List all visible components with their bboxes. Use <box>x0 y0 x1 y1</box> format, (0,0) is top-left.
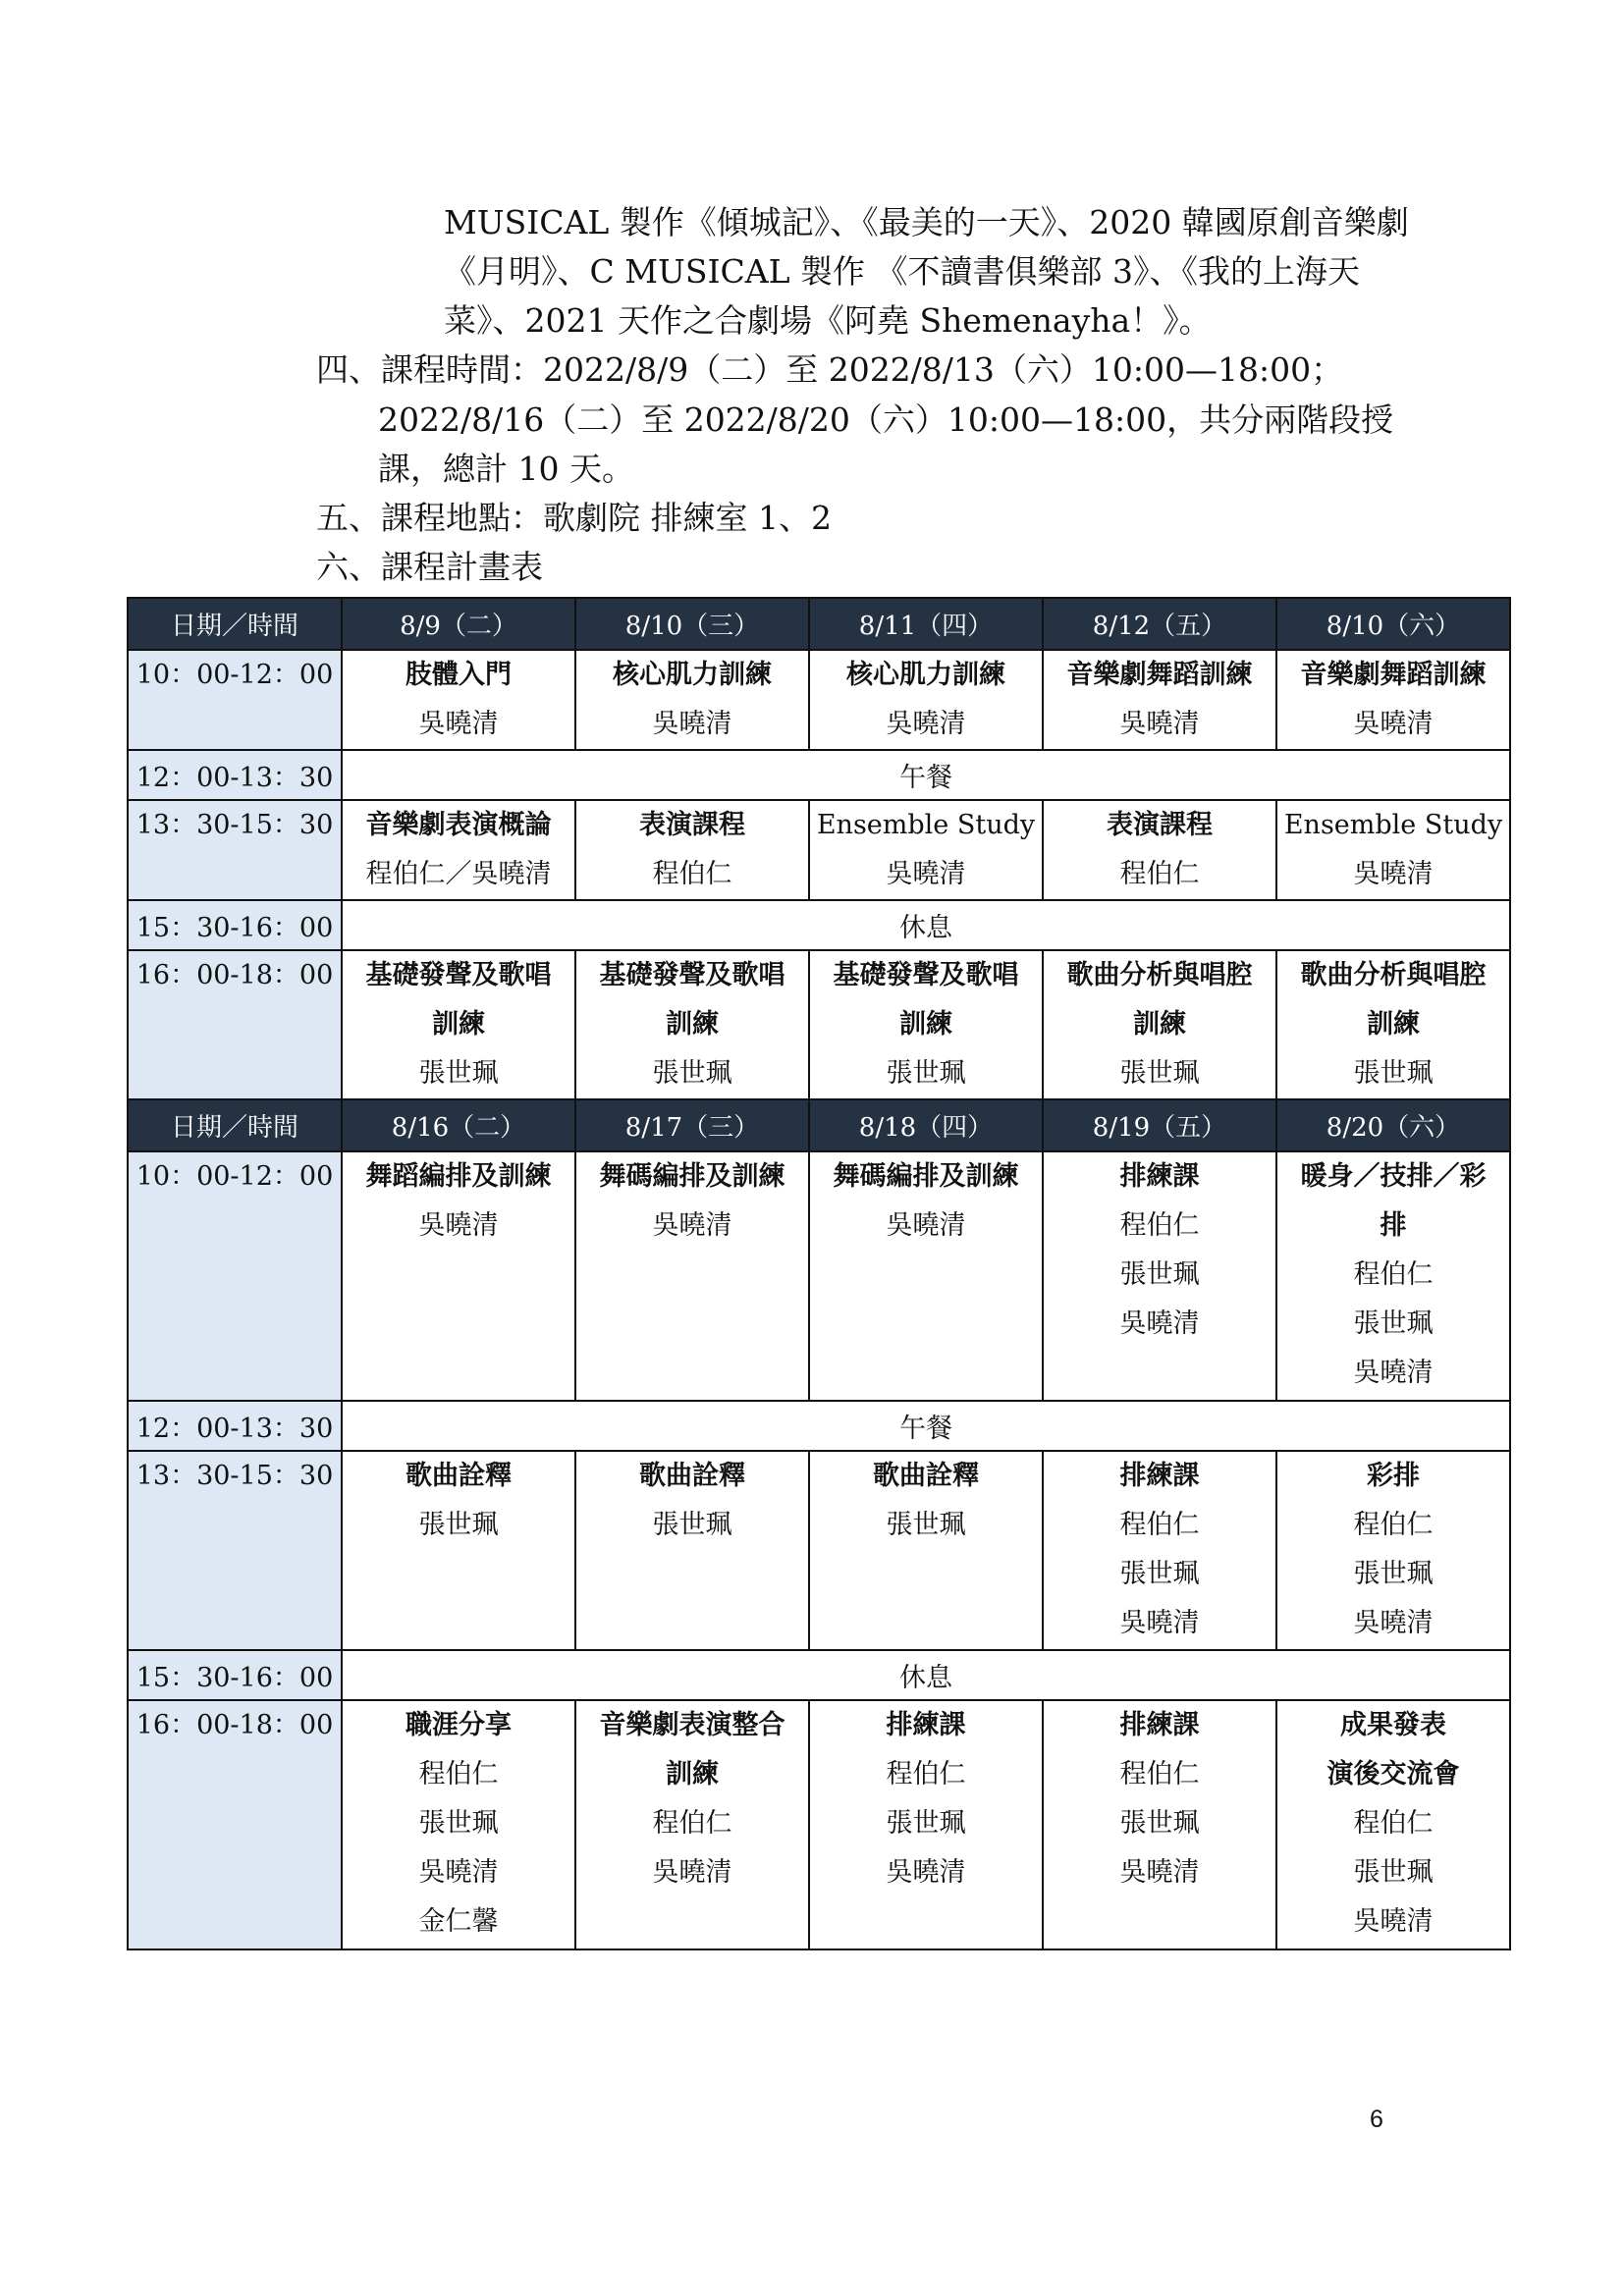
header-day: 8/10（六） <box>1276 598 1510 650</box>
header-day: 8/20（六） <box>1276 1099 1510 1151</box>
header-date-time: 日期／時間 <box>128 598 342 650</box>
time-cell: 16：00-18：00 <box>128 950 342 1099</box>
table-row <box>128 650 1510 750</box>
lunch-label: 午餐 <box>342 750 1510 800</box>
header-date-time: 日期／時間 <box>128 1099 342 1151</box>
session-cell: 肢體入門 吳曉清 <box>342 650 575 750</box>
header-day: 8/12（五） <box>1043 598 1276 650</box>
header-day: 8/11（四） <box>809 598 1043 650</box>
session-cell: 基礎發聲及歌唱 訓練 張世珮 <box>575 950 809 1099</box>
page-number: 6 <box>1370 2106 1383 2133</box>
lunch-row <box>128 750 1510 800</box>
schedule-table <box>127 597 1511 1950</box>
time-cell: 13：30-15：30 <box>128 1451 342 1650</box>
time-cell: 10：00-12：00 <box>128 1151 342 1401</box>
session-cell: 歌曲分析與唱腔 訓練 張世珮 <box>1043 950 1276 1099</box>
time-cell: 16：00-18：00 <box>128 1700 342 1949</box>
session-cell: 職涯分享 程伯仁 張世珮 吳曉清 金仁馨 <box>342 1700 575 1949</box>
table-row <box>128 800 1510 900</box>
header-day: 8/16（二） <box>342 1099 575 1151</box>
session-cell: 音樂劇舞蹈訓練 吳曉清 <box>1043 650 1276 750</box>
time-cell: 15：30-16：00 <box>128 900 342 950</box>
time-cell: 10：00-12：00 <box>128 650 342 750</box>
session-cell: 基礎發聲及歌唱 訓練 張世珮 <box>342 950 575 1099</box>
session-cell: 歌曲詮釋 張世珮 <box>809 1451 1043 1650</box>
time-cell: 12：00-13：30 <box>128 750 342 800</box>
break-row <box>128 900 1510 950</box>
session-cell: 核心肌力訓練 吳曉清 <box>809 650 1043 750</box>
session-cell: 成果發表 演後交流會 程伯仁 張世珮 吳曉清 <box>1276 1700 1510 1949</box>
session-cell: 音樂劇舞蹈訓練 吳曉清 <box>1276 650 1510 750</box>
session-cell: 表演課程 程伯仁 <box>575 800 809 900</box>
session-cell: 基礎發聲及歌唱 訓練 張世珮 <box>809 950 1043 1099</box>
session-cell: 暖身／技排／彩 排 程伯仁 張世珮 吳曉清 <box>1276 1151 1510 1401</box>
course-time-line-3: 課，總計 10 天。 <box>378 450 634 488</box>
header-day: 8/18（四） <box>809 1099 1043 1151</box>
session-cell: Ensemble Study 吳曉清 <box>1276 800 1510 900</box>
intro-line-1: MUSICAL 製作《傾城記》、《最美的一天》、2020 韓國原創音樂劇 <box>444 203 1409 241</box>
intro-line-3: 菜》、2021 天作之合劇場《阿堯 Shemenayha！》。 <box>444 301 1212 340</box>
course-time-heading: 四、課程時間：2022/8/9（二）至 2022/8/13（六）10:00—18:00； <box>316 350 1344 389</box>
session-cell: 歌曲詮釋 張世珮 <box>342 1451 575 1650</box>
week2-header-row <box>128 1099 1510 1151</box>
session-cell: Ensemble Study 吳曉清 <box>809 800 1043 900</box>
intro-line-2: 《月明》、C MUSICAL 製作 《不讀書俱樂部 3》、《我的上海天 <box>444 252 1360 291</box>
session-cell: 歌曲詮釋 張世珮 <box>575 1451 809 1650</box>
session-cell: 歌曲分析與唱腔 訓練 張世珮 <box>1276 950 1510 1099</box>
session-cell: 舞碼編排及訓練 吳曉清 <box>575 1151 809 1401</box>
table-row <box>128 1151 1510 1401</box>
header-day: 8/19（五） <box>1043 1099 1276 1151</box>
course-location: 五、課程地點：歌劇院 排練室 1、2 <box>316 499 832 537</box>
course-time-line-2: 2022/8/16（二）至 2022/8/20（六）10:00—18:00，共分兩階段授 <box>378 400 1394 439</box>
session-cell: 排練課 程伯仁 張世珮 吳曉清 <box>1043 1151 1276 1401</box>
table-row <box>128 1451 1510 1650</box>
break-label: 休息 <box>342 900 1510 950</box>
time-cell: 15：30-16：00 <box>128 1650 342 1700</box>
session-cell: 表演課程 程伯仁 <box>1043 800 1276 900</box>
table-row <box>128 1700 1510 1949</box>
session-cell: 舞蹈編排及訓練 吳曉清 <box>342 1151 575 1401</box>
header-day: 8/10（三） <box>575 598 809 650</box>
week1-header-row <box>128 598 1510 650</box>
break-row <box>128 1650 1510 1700</box>
table-row <box>128 950 1510 1099</box>
session-cell: 核心肌力訓練 吳曉清 <box>575 650 809 750</box>
schedule-heading: 六、課程計畫表 <box>316 548 543 586</box>
session-cell: 舞碼編排及訓練 吳曉清 <box>809 1151 1043 1401</box>
break-label: 休息 <box>342 1650 1510 1700</box>
time-cell: 12：00-13：30 <box>128 1401 342 1451</box>
session-cell: 彩排 程伯仁 張世珮 吳曉清 <box>1276 1451 1510 1650</box>
lunch-row <box>128 1401 1510 1451</box>
session-cell: 排練課 程伯仁 張世珮 吳曉清 <box>1043 1451 1276 1650</box>
lunch-label: 午餐 <box>342 1401 1510 1451</box>
time-cell: 13：30-15：30 <box>128 800 342 900</box>
header-day: 8/9（二） <box>342 598 575 650</box>
session-cell: 音樂劇表演整合 訓練 程伯仁 吳曉清 <box>575 1700 809 1949</box>
session-cell: 排練課 程伯仁 張世珮 吳曉清 <box>809 1700 1043 1949</box>
session-cell: 排練課 程伯仁 張世珮 吳曉清 <box>1043 1700 1276 1949</box>
header-day: 8/17（三） <box>575 1099 809 1151</box>
session-cell: 音樂劇表演概論 程伯仁／吳曉清 <box>342 800 575 900</box>
